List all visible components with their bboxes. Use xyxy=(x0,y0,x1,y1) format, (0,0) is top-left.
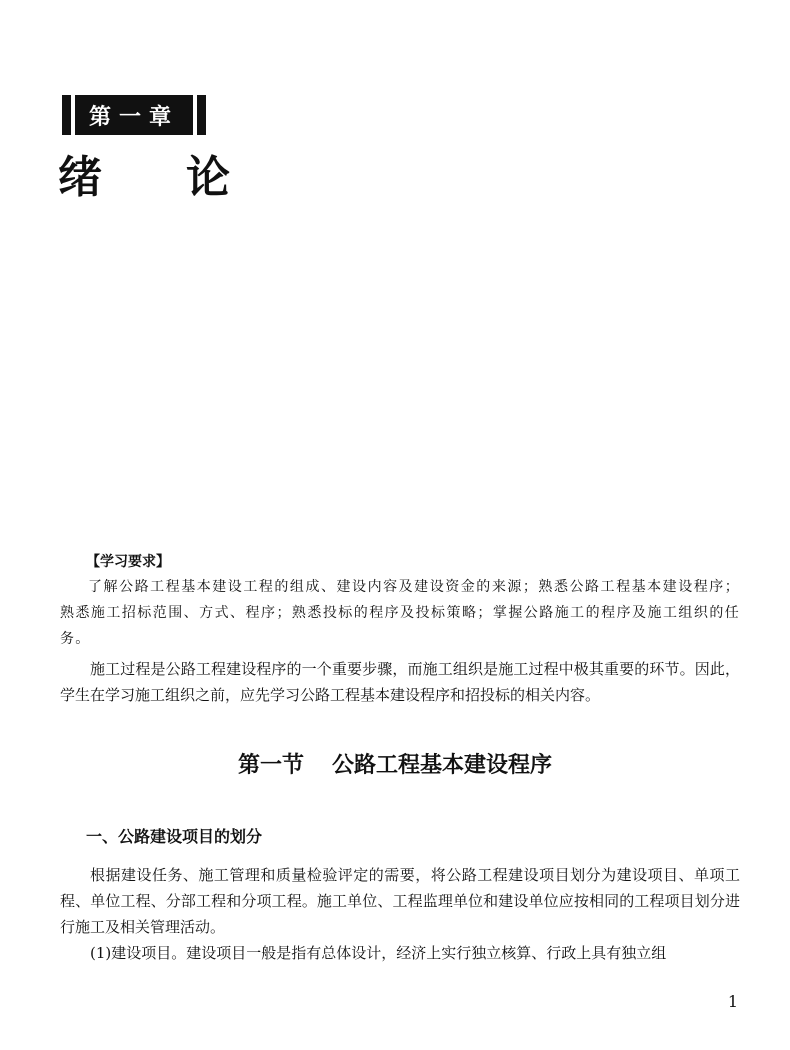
chapter-number: 第一章 xyxy=(75,95,193,135)
body-paragraph: 根据建设任务、施工管理和质量检验评定的需要，将公路工程建设项目划分为建设项目、单项工程、单位工程、分部工程和分项工程。施工单位、工程监理单位和建设单位应按相同的工程项目划分进行施工及相关管理活动。 xyxy=(60,866,740,936)
badge-right-bar xyxy=(197,95,206,135)
chapter-title: 绪论 xyxy=(58,152,314,203)
learning-requirements-text: 了解公路工程基本建设工程的组成、建设内容及建设资金的来源；熟悉公路工程基本建设程序；熟悉施工招标范围、方式、程序；熟悉投标的程序及投标策略；掌握公路施工的程序及施工组织的任务。 xyxy=(60,579,740,647)
intro-paragraph: 施工过程是公路工程建设程序的一个重要步骤，而施工组织是施工过程中极其重要的环节。因此，学生在学习施工组织之前，应先学习公路工程基本建设程序和招投标的相关内容。 xyxy=(60,660,740,704)
page-number: 1 xyxy=(727,992,738,1011)
section-title xyxy=(0,748,790,779)
section-number: 第一节 xyxy=(237,752,304,778)
section-name: 公路工程基本建设程序 xyxy=(332,752,553,778)
subsection-title: 一、公路建设项目的划分 xyxy=(86,827,263,846)
item-paragraph: (1)建设项目。建设项目一般是指有总体设计，经济上实行独立核算、行政上具有独立组 xyxy=(90,944,667,962)
learning-requirements-heading: 【学习要求】 xyxy=(86,554,170,570)
chapter-badge xyxy=(62,95,206,135)
badge-left-bar xyxy=(62,95,71,135)
